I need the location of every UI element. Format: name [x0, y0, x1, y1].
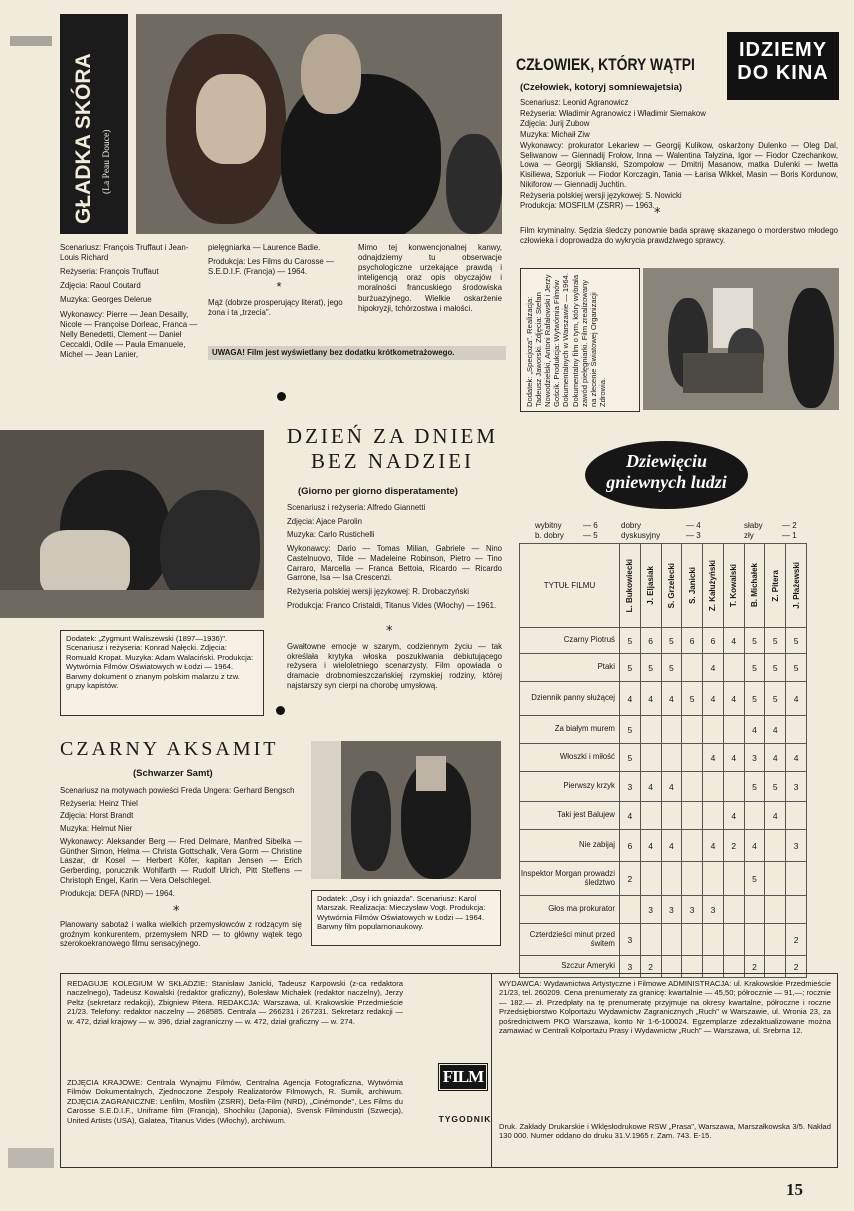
critic-name: Z. Pitera: [770, 569, 780, 602]
rating-cell: 4: [640, 682, 661, 716]
gladka-credit: Produkcja: Les Films du Carosse — S.E.D.I.F. (Francja) — 1964.: [208, 257, 334, 277]
rating-cell: 4: [786, 682, 807, 716]
rating-cell: 3: [703, 896, 724, 924]
rating-cell: 3: [640, 896, 661, 924]
dzien-dodatek: Dodatek: „Zygmunt Waliszewski (1897—1936)". Scenariusz i reżyseria: Konrad Nałęcki. Zdjęcia: Romuald Kropat. Muzyka: Adam Walaciński. Produkcja: Wytwórnia Filmów Oświatowych w Łodzi — 1964. Barwny dokument o znanym polskim malarzu z tzw. grupy kapistów.: [60, 630, 264, 716]
rating-cell: 4: [703, 744, 724, 772]
rating-cell: 2: [744, 956, 765, 978]
rating-cell: [682, 772, 703, 802]
rating-cell: 5: [744, 772, 765, 802]
rating-cell: 5: [765, 772, 786, 802]
rating-cell: [640, 744, 661, 772]
rating-cell: [723, 772, 744, 802]
rating-cell: 4: [744, 716, 765, 744]
rating-cell: 2: [786, 956, 807, 978]
film-title-cell: Głos ma prokurator: [520, 896, 620, 924]
star-divider: *: [173, 904, 180, 919]
rating-cell: 6: [640, 628, 661, 654]
rating-cell: 5: [744, 654, 765, 682]
footer-zdjecia: ZDJĘCIA KRAJOWE: Centrala Wynajmu Filmów, Centralna Agencja Fotograficzna, Wytwórnia Filmów Dokumentalnych, Zjednoczone Zespoły Realizatorów Filmowych, R. Sumik, archiwum. ZDJĘCIA ZAGRANICZNE: Lenfilm, Mosfilm (ZSRR), Defa-Film (NRD), „Cinémonde", Les Films du Carosse S.E.D.I.F., Uniframe film (Francja), Shochiku (Japonia), Svensk Filmindustri (Szwecja), United Artists (USA), Galatea, Titanus Vides (Włochy), archiwum.: [67, 1078, 403, 1125]
rating-cell: 3: [619, 956, 640, 978]
dzien-description: Gwałtowne emocje w szarym, codziennym życiu — tak określała krytyka włoska poszukiwania debiutującego reżysera i wieloletniego scenarzysty. Film opowiada o dramacie drobnomieszczańskiej rzymskiej rodziny, której najstarszy syn cierpi na chorobę umysłową.: [287, 642, 502, 690]
rating-cell: 4: [661, 682, 682, 716]
rating-cell: [765, 924, 786, 956]
ratings-row: [520, 924, 807, 956]
rating-cell: [682, 802, 703, 830]
page-edge: [10, 36, 52, 46]
rating-cell: 5: [682, 682, 703, 716]
rating-cell: 5: [786, 654, 807, 682]
czlowiek-title: CZŁOWIEK, KTÓRY WĄTPI: [516, 55, 695, 74]
star-divider: *: [654, 206, 661, 221]
czlowiek-subtitle: (Czełowiek, kotoryj somniewajetsia): [520, 82, 683, 93]
rating-cell: [640, 924, 661, 956]
rating-cell: [619, 896, 640, 924]
czarny-still-photo: [311, 741, 501, 879]
rating-cell: [682, 744, 703, 772]
rating-cell: 3: [786, 830, 807, 862]
film-title-cell: Dziennik panny służącej: [520, 682, 620, 716]
film-title-cell: Pierwszy krzyk: [520, 772, 620, 802]
page-number: 15: [786, 1180, 803, 1199]
rating-cell: [661, 862, 682, 896]
rating-cell: 4: [765, 716, 786, 744]
rating-cell: [744, 802, 765, 830]
rating-cell: [640, 862, 661, 896]
film-title-cell: Inspektor Morgan prowadzi śledztwo: [520, 862, 620, 896]
rating-cell: 4: [661, 830, 682, 862]
rating-cell: [765, 896, 786, 924]
rating-cell: 5: [786, 628, 807, 654]
rating-cell: 3: [744, 744, 765, 772]
czarny-credits: Scenariusz na motywach powieści Freda Ungera: Gerhard Bengsch Reżyseria: Heinz Thiel Zdjęcia: Horst Brandt Muzyka: Helmut Nier Wykonawcy: Aleksander Berg — Fred Delmare, Manfred Sibelka — Günther Simon, Helma — Christa Gottschalk, Vera Gorm — Christine Laszar, dr Kosel — Herbert Köfer, kapitan Jensen — Erich Gerberding, porucznik Wohlfarth — Rudolf Ulrich, Pitt Steffens — Christoph Engel, Karin — Vera Oelschlegel. Produkcja: DEFA (NRD) — 1964.: [60, 786, 302, 898]
rating-cell: 2: [619, 862, 640, 896]
rating-cell: 4: [765, 744, 786, 772]
rating-cell: 2: [640, 956, 661, 978]
rating-cell: 4: [619, 682, 640, 716]
ratings-table-container: [519, 543, 839, 978]
rating-cell: 5: [744, 682, 765, 716]
rating-cell: [661, 924, 682, 956]
gladka-credit: Reżyseria: François Truffaut: [60, 267, 159, 277]
rating-cell: [640, 802, 661, 830]
rating-cell: [723, 924, 744, 956]
page-edge: [8, 1148, 54, 1168]
rating-cell: 5: [765, 628, 786, 654]
tygodnik-label: TYGODNIK: [438, 1114, 492, 1124]
rating-cell: [765, 862, 786, 896]
film-title-cell: Za białym murem: [520, 716, 620, 744]
rating-cell: [661, 802, 682, 830]
footer-divider: [491, 974, 492, 1167]
rating-cell: 5: [619, 744, 640, 772]
rating-cell: 4: [765, 802, 786, 830]
rating-cell: [765, 830, 786, 862]
dzien-still-photo: [0, 430, 264, 618]
ratings-row: [520, 744, 807, 772]
rating-cell: 5: [619, 628, 640, 654]
ratings-header-row: [520, 544, 807, 628]
rating-cell: 6: [682, 628, 703, 654]
star-divider: *: [386, 624, 393, 639]
rating-cell: 4: [703, 830, 724, 862]
rating-cell: 4: [723, 802, 744, 830]
rating-cell: 4: [723, 682, 744, 716]
film-title-cell: Włoszki i miłość: [520, 744, 620, 772]
gladka-credits-col2: [208, 243, 350, 318]
rating-cell: 5: [640, 654, 661, 682]
rating-cell: 4: [640, 772, 661, 802]
czlowiek-description: Film kryminalny. Sędzia śledczy ponownie bada sprawę skazanego o morderstwo młodego człowieka i doprowadza do wykrycia prawdziwego sprawcy.: [520, 226, 838, 245]
rating-cell: 3: [661, 896, 682, 924]
gladka-warning: UWAGA! Film jest wyświetlany bez dodatku krótkometrażowego.: [208, 346, 506, 360]
rating-cell: [723, 896, 744, 924]
bullet: [276, 706, 285, 715]
critic-name: B. Michałek: [750, 563, 760, 608]
rating-cell: [703, 772, 724, 802]
dzien-title-line2: BEZ NADZIEI: [310, 449, 475, 473]
gladka-subtitle: (La Peau Douce): [102, 129, 112, 194]
critic-name: Z. Kałużyński: [708, 559, 718, 612]
critic-name: S. Janicki: [687, 567, 697, 604]
rating-cell: [786, 896, 807, 924]
ratings-row: [520, 802, 807, 830]
critic-name: L. Bukowiecki: [625, 558, 635, 613]
rating-cell: [786, 802, 807, 830]
critic-name: J. Eljasiak: [646, 566, 656, 605]
czlowiek-dodatek: Dodatek: „Specjoza". Realizacja: Tadeusz Jaworski. Zdjęcia: Stefan Nowodzielski, Antoni Rafałowski i Jerzy Gościk. Produkcja: Wytwórnia Filmów Dokumentalnych w Warszawie — 1964. Dokumentalny film o tym, który wybrała zawód pielęgniarki. Film zrealizowany na zlecenie Światowej Organizacji Zdrowia.: [520, 268, 640, 412]
rating-cell: [703, 802, 724, 830]
gladka-credits-col1: [60, 243, 200, 360]
gladka-title: GŁADKA SKÓRA: [72, 53, 95, 224]
rating-cell: [682, 830, 703, 862]
czarny-subtitle: (Schwarzer Samt): [133, 768, 213, 779]
ratings-row: [520, 654, 807, 682]
rating-cell: [682, 654, 703, 682]
rating-cell: [682, 716, 703, 744]
gladka-credit: Muzyka: Georges Delerue: [60, 295, 152, 305]
ratings-row: [520, 716, 807, 744]
czarny-dodatek: Dodatek: „Osy i ich gniazda". Scenariusz: Karol Marszak. Realizacja: Mieczysław Vogt. Produkcja: Wytwórnia Filmów Oświatowych w Łodzi — 1964. Barwny film popularnonaukowy.: [311, 890, 501, 946]
rating-cell: [744, 896, 765, 924]
footer-druk: Druk. Zakłady Drukarskie i Wklęsłodrukowe RSW „Prasa", Warszawa, Marszałkowska 3/5. Nakład 130 000. Numer oddano do druku 31.V.1965 r. Zam. 743. E-15.: [499, 1122, 831, 1141]
rating-cell: 4: [640, 830, 661, 862]
ratings-row: [520, 772, 807, 802]
ratings-header-label: TYTUŁ FILMU: [520, 544, 620, 628]
rating-cell: 4: [744, 830, 765, 862]
rating-cell: [723, 862, 744, 896]
rating-cell: 5: [661, 628, 682, 654]
rating-cell: 5: [619, 716, 640, 744]
dzien-subtitle: (Giorno per giorno disperatamente): [298, 486, 458, 497]
rating-cell: [661, 716, 682, 744]
ratings-row: [520, 830, 807, 862]
rating-cell: 5: [619, 654, 640, 682]
rating-cell: 4: [703, 654, 724, 682]
rating-cell: 4: [723, 744, 744, 772]
ratings-row: [520, 862, 807, 896]
critic-name: S. Grzelecki: [666, 562, 676, 609]
rating-cell: [723, 716, 744, 744]
film-title-cell: Ptaki: [520, 654, 620, 682]
rating-cell: 3: [786, 772, 807, 802]
rating-cell: 2: [786, 924, 807, 956]
gladka-credit: pielęgniarka — Laurence Badie.: [208, 243, 321, 252]
czlowiek-still-photo: [643, 268, 839, 410]
rating-cell: 6: [619, 830, 640, 862]
rating-cell: 3: [682, 896, 703, 924]
rating-cell: [744, 924, 765, 956]
gladka-plot: Mąż (dobrze prosperujący literat), jego żona i ta „trzecia".: [208, 297, 343, 318]
rating-cell: 4: [723, 628, 744, 654]
footer-redakcja: REDAGUJE KOLEGIUM W SKŁADZIE: Stanisław Janicki, Tadeusz Karpowski (z-ca redaktora naczelnego), Tadeusz Kowalski (redaktor graficzny), Bolesław Michałek (redaktor naczelny), Jerzy Peltz (sekretarz redakcji), Zbigniew Pitera. REDAKCJA: Warszawa, ul. Krakowskie Przedmieście 21/23. Telefony: redaktor naczelny — 268585. Centrala — 266231 i 267231. Sekretarz redakcji — w. 472, dział krajowy — w. 396, dział zagraniczny — w. 472, dział graficzny — w. 274.: [67, 979, 403, 1026]
gladka-title-block: [60, 14, 128, 234]
ratings-row: [520, 628, 807, 654]
rating-cell: [640, 716, 661, 744]
rating-cell: [786, 862, 807, 896]
rating-cell: 5: [744, 628, 765, 654]
film-title-cell: Czterdzieści minut przed świtem: [520, 924, 620, 956]
footer-box: [60, 973, 838, 1168]
rating-cell: 6: [703, 628, 724, 654]
rating-cell: 5: [765, 654, 786, 682]
rating-cell: 5: [744, 862, 765, 896]
rating-cell: [682, 862, 703, 896]
rating-cell: [682, 924, 703, 956]
film-title-cell: Czarny Piotruś: [520, 628, 620, 654]
dzien-title-line1: DZIEŃ ZA DNIEM: [286, 424, 499, 448]
critic-name: T. Kowalski: [729, 563, 739, 608]
czarny-description: Planowany sabotaż i walka wielkich przemysłowców z rodzącym się groźnym konkurentem, przemysłem NRD — to główny wątek tego szerokoekranowego filmu sensacyjnego.: [60, 920, 302, 949]
czlowiek-credits: Scenariusz: Leonid Agranowicz Reżyseria: Władimir Agranowicz i Władimir Siemakow Zdjęcia: Jurij Zubow Muzyka: Michaił Ziw Wykonawcy: prokurator Lekariew — Georgij Kulikow, oskarżony Dulenko — Oleg Dal, Seliwanow — Giennadij Frołow, Inna — Walentina Tałyzina, Igor — Fiodor Czechankow, Lowa — Georgij Skłianski, Szompołow — Dmitrij Masanow, matka Dulenki — Iwetta Kisiliewa, Szporiuk — Fiodor Korczagin, Tania — Łarisa Wikkel, Masin — Boris Kordunow, Nikiforow — Giennadij Juchtin. Reżyseria polskiej wersji językowej: S. Nowicki Produkcja: MOSFILM (ZSRR) — 1963.: [520, 98, 838, 211]
rating-cell: 3: [619, 924, 640, 956]
idziemy-do-kina-logo: IDZIEMY DO KINA: [727, 32, 839, 100]
gladka-still-photo: [136, 14, 502, 234]
ratings-row: [520, 896, 807, 924]
film-title-cell: Nie zabijaj: [520, 830, 620, 862]
ratings-legend: wybitny — 6 dobry — 4 słaby — 2 b. dobry — 5 dyskusyjny — 3 zły — 1: [535, 521, 797, 540]
ratings-row: [520, 682, 807, 716]
rating-cell: [703, 924, 724, 956]
rating-cell: 5: [765, 682, 786, 716]
film-title-cell: Szczur Ameryki: [520, 956, 620, 978]
rating-cell: [723, 654, 744, 682]
rating-cell: 5: [661, 654, 682, 682]
gladka-credit: Scenariusz: François Truffaut i Jean-Louis Richard: [60, 243, 189, 263]
bullet: [277, 392, 286, 401]
rating-cell: 4: [661, 772, 682, 802]
rating-cell: [703, 862, 724, 896]
rating-cell: [786, 716, 807, 744]
gladka-review: Mimo tej konwencjonalnej kanwy, odnajdziemy tu obserwacje psychologiczne urzekające prawdą i inteligencją oraz opis obyczajów i moralności francuskiego środowiska burżuazyjnego. Wielkie oskarżenie hipokryzji, tchórzostwa i małości.: [358, 243, 502, 313]
film-logo: FILM: [437, 1062, 489, 1092]
star-divider: *: [276, 279, 282, 295]
rating-cell: [703, 716, 724, 744]
dzien-credits: Scenariusz i reżyseria: Alfredo Giannetti Zdjęcia: Ajace Parolin Muzyka: Carlo Rustichelli Wykonawcy: Dario — Tomas Milian, Gabriele — Nino Castelnuovo, Tilde — Madeleine Robinson, Pietro — Tino Carraro, Marcella — Franca Bettoia, Ricardo — Ricardo Garrone, Isa — Isa Crescenzi. Reżyseria polskiej wersji językowej: R. Drobaczyński Produkcja: Franco Cristaldi, Titanus Vides (Włochy) — 1961.: [287, 503, 502, 610]
film-title-cell: Taki jest Balujew: [520, 802, 620, 830]
rating-cell: 4: [619, 802, 640, 830]
rating-cell: [661, 744, 682, 772]
rating-cell: 3: [619, 772, 640, 802]
rating-cell: 4: [703, 682, 724, 716]
rating-cell: 2: [723, 830, 744, 862]
ratings-table: [519, 543, 807, 978]
critic-name: J. Płażewski: [791, 562, 801, 609]
rating-cell: 4: [786, 744, 807, 772]
ratings-badge: Dziewięciu gniewnych ludzi: [585, 441, 748, 509]
footer-wydawca: WYDAWCA: Wydawnictwa Artystyczne i Filmowe ADMINISTRACJA: ul. Krakowskie Przedmieście 21/23, tel. 260209. Cena prenumeraty za granicę: kwartalnie — 45,50; półrocznie — 91,—; rocznie — 182.— zł. Przedpłaty na tę prenumeratę przyjmuje na okresy kwartalne, półroczne i roczne Przedsiębiorstwo Kolportażu Wydawnictw Zagranicznych „Ruch" w Warszawie, ul. Wronia 23, za pośrednictwem PKO Warszawa, konto Nr 1-6-100024. Egzemplarze zdezaktualizowane można zamawiać w Centrali Kolportażu Prasy i Wydawnictw „Ruch" — Warszawa, ul. Srebrna 12.: [499, 979, 831, 1036]
gladka-credit: Zdjęcia: Raoul Coutard: [60, 281, 141, 291]
gladka-credit: Wykonawcy: Pierre — Jean Desailly, Nicole — Françoise Dorleac, Franca — Nelly Benedetti, Clement — Daniel Ceccaldi, Odile — Paula Emanuele, Michel — Jean Lanier,: [60, 309, 198, 359]
czarny-title: CZARNY AKSAMIT: [60, 738, 279, 760]
